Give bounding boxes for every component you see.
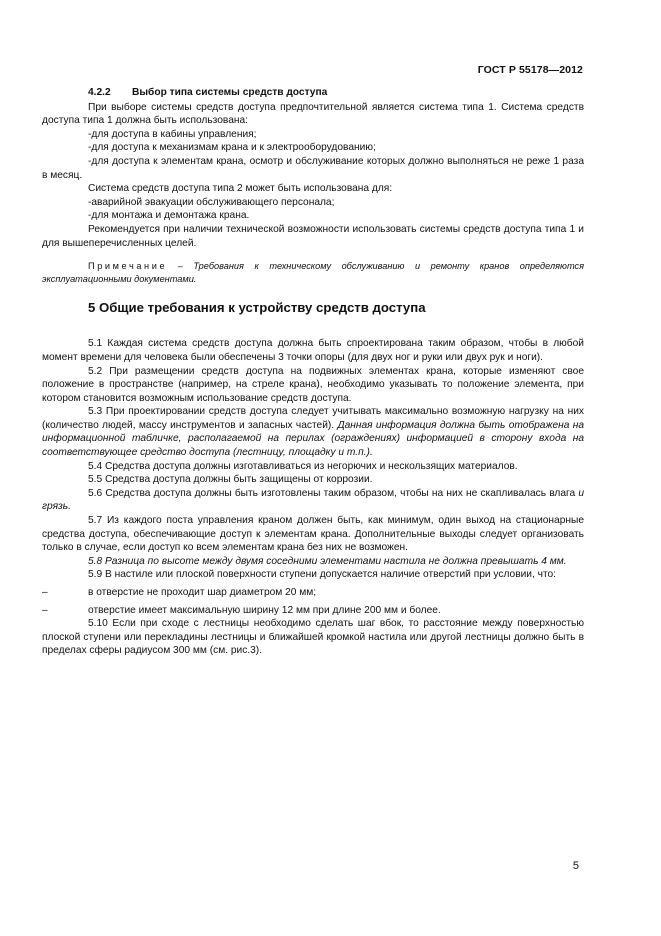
page-content xyxy=(42,86,584,658)
paragraph: Система средств доступа типа 2 может быть использована для: xyxy=(88,183,393,195)
list-item-text: в отверстие не проходит шар диаметром 20 мм; xyxy=(88,587,317,598)
paragraph-5-7: 5.7 Из каждого поста управления краном должен быть, как минимум, один выход на стационарные средства доступа, обеспечивающие доступ к элементам крана. Дополнительные выходы следует организовать только в случае, если доступ ко всем элементам крана без них не возможен. xyxy=(42,515,584,554)
note-label: Примечание xyxy=(88,261,168,272)
paragraph-5-4: 5.4 Средства доступа должны изготавливаться из негорючих и нескользящих материалов. xyxy=(88,460,518,472)
paragraph-5-8: 5.8 Разница по высоте между двумя соседними элементами настила не должна превышать 4 мм. xyxy=(88,555,567,567)
standard-header: ГОСТ Р 55178—2012 xyxy=(477,64,583,76)
list-item xyxy=(42,604,584,618)
list-item: -для доступа к механизмам крана и к электрооборудованию; xyxy=(88,142,376,154)
section-number: 4.2.2 xyxy=(88,87,111,98)
paragraph-5-3 xyxy=(42,405,584,459)
note-dash: – xyxy=(167,261,194,272)
paragraph-5-2: 5.2 При размещении средств доступа на подвижных элементах крана, которые изменяют свое положение в пространстве (например, на стреле крана), необходимо указывать то положение элемента, при котором становится возможным использование средств доступа. xyxy=(42,365,584,404)
list-item-text: отверстие имеет максимальную ширину 12 мм при длине 200 мм и более. xyxy=(88,604,441,616)
list-item: -для монтажа и демонтажа крана. xyxy=(88,210,250,222)
section-title: Выбор типа системы средств доступа xyxy=(132,87,328,98)
paragraph-5-3-italic: Данная информация должна быть отображена на информационной табличке, располагаемой на перилах (ограждениях) информацией в сторону входа на соответствующее средство доступа (лестницу, площадку и т.п.). xyxy=(42,419,584,459)
paragraph-5-6-text: 5.6 Средства доступа должны быть изготовлены таким образом, чтобы на них не скапливалась влага xyxy=(88,487,579,499)
section-4-2-2-heading xyxy=(88,86,584,100)
section-5-body xyxy=(42,337,584,658)
section-4-2-2-body xyxy=(42,101,584,286)
paragraph-5-5: 5.5 Средства доступа должны быть защищены от коррозии. xyxy=(88,474,373,486)
paragraph-5-10: 5.10 Если при сходе с лестницы необходимо сделать шаг вбок, то расстояние между поверхностью плоской ступени или перекладины лестницы и ближайшей кромкой настила или другой лестницы должно быть в пределах сферы радиусом 300 мм (см. рис.3). xyxy=(42,618,584,657)
list-item xyxy=(42,586,584,600)
note-text: Требования к техническому обслуживанию и ремонту кранов определяются эксплуатационными документами. xyxy=(42,261,584,284)
paragraph-5-9: 5.9 В настиле или плоской поверхности ступени допускается наличие отверстий при условии, что: xyxy=(88,569,557,581)
list-item: -для доступа к элементам крана, осмотр и обслуживание которых должно выполняться не реже 1 раза в месяц. xyxy=(42,155,584,181)
paragraph: При выборе системы средств доступа предпочтительной является система типа 1. Система средств доступа типа 1 должна быть использована: xyxy=(42,101,584,127)
paragraph-5-3-text: 5.3 При проектировании средств доступа следует учитывать максимально возможную нагрузку на них (количество людей, массу инструментов и запасных частей). xyxy=(42,406,584,431)
dash-marker: – xyxy=(42,604,48,616)
paragraph-5-6-italic: и грязь. xyxy=(42,487,584,513)
paragraph-5-1: 5.1 Каждая система средств доступа должна быть спроектирована таким образом, чтобы в любой момент времени для человека были обеспечены 3 точки опоры (для двух ног и руки или двух рук и ноги). xyxy=(42,338,584,363)
paragraph-5-6 xyxy=(42,487,584,514)
section-5-heading: 5 Общие требования к устройству средств доступа xyxy=(88,300,426,316)
page-number: 5 xyxy=(572,860,579,872)
list-item: -аварийной эвакуации обслуживающего персонала; xyxy=(88,196,335,208)
note xyxy=(42,260,584,285)
list-item: -для доступа в кабины управления; xyxy=(88,128,257,140)
dash-marker: – xyxy=(42,587,48,598)
paragraph: Рекомендуется при наличии технической возможности использовать системы средств доступа типа 1 и для вышеперечисленных целей. xyxy=(42,223,584,249)
